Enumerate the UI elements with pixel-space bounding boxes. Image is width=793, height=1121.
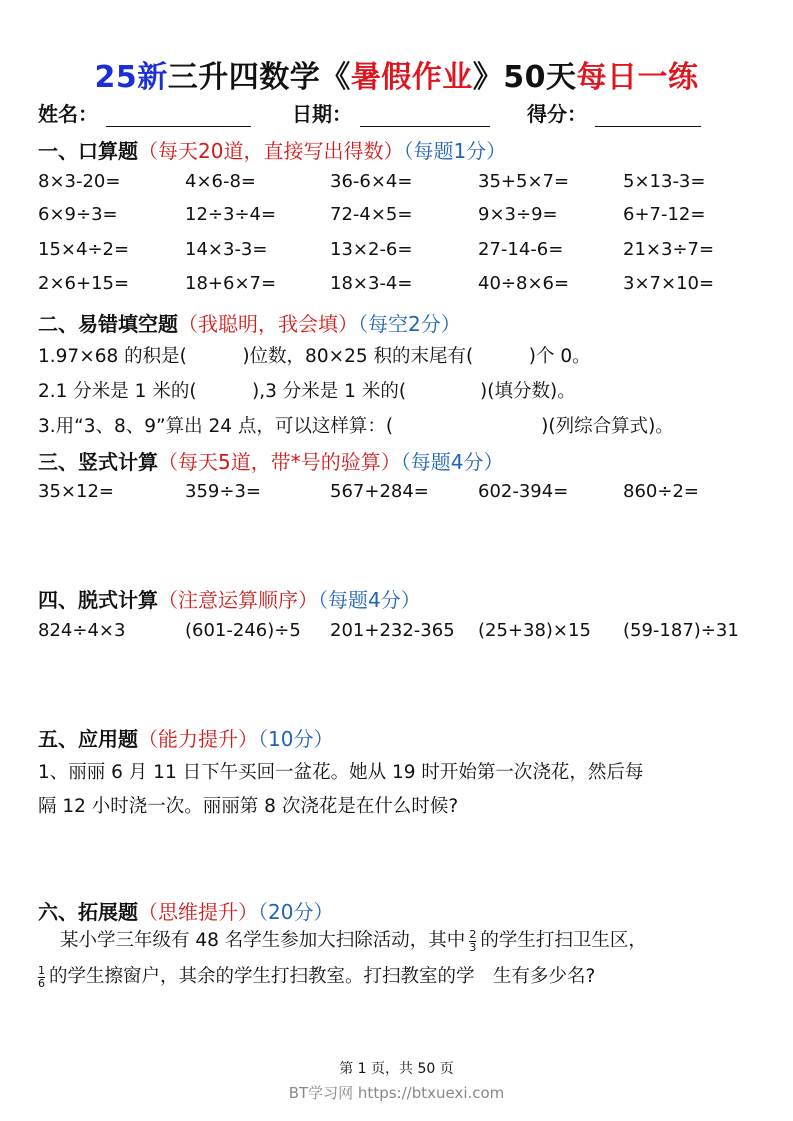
page-title: 25新三升四数学《暑假作业》50天每日一练: [94, 60, 699, 95]
step-calc-item: (601-246)÷5: [185, 620, 301, 641]
fill-question-1: 1.97×68 的积是( )位数，80×25 积的末尾有( )个 0。: [38, 346, 591, 367]
mental-math-item: 35+5×7=: [478, 171, 570, 192]
section-1-heading: 一、口算题（每天20道，直接写出得数）（每题1分）: [38, 139, 507, 163]
mental-math-item: 18+6×7=: [185, 273, 277, 294]
section-3-heading: 三、竖式计算（每天5道，带*号的验算）（每题4分）: [38, 450, 504, 474]
mental-math-item: 72-4×5=: [330, 204, 413, 225]
fill-question-3: 3.用“3、8、9”算出 24 点，可以这样算：( )(列综合算式)。: [38, 416, 674, 437]
fraction: $\frac{1}{6}$: [38, 963, 45, 990]
mental-math-item: 13×2-6=: [330, 239, 413, 260]
mental-math-item: 40÷8×6=: [478, 273, 570, 294]
mental-math-item: 27-14-6=: [478, 239, 564, 260]
section-6-heading: 六、拓展题（思维提升）（20分）: [38, 900, 334, 924]
mental-math-item: 6×9÷3=: [38, 204, 118, 225]
vertical-calc-item: 860÷2=: [623, 481, 699, 502]
section-2-heading: 二、易错填空题（我聪明，我会填）（每空2分）: [38, 312, 461, 336]
date-field[interactable]: 日期：: [292, 98, 490, 127]
page-number: 第 1 页，共 50 页: [339, 1061, 454, 1077]
fill-question-2: 2.1 分米是 1 米的( ),3 分米是 1 米的( )(填分数)。: [38, 381, 576, 402]
step-calc-item: 201+232-365: [330, 620, 455, 641]
mental-math-item: 21×3÷7=: [623, 239, 715, 260]
step-calc-item: (59-187)÷31: [623, 620, 739, 641]
score-field[interactable]: 得分：: [527, 98, 701, 127]
fraction: $\frac{2}{3}$: [469, 927, 477, 954]
mental-math-item: 6+7-12=: [623, 204, 706, 225]
mental-math-item: 36-6×4=: [330, 171, 413, 192]
vertical-calc-item: 359÷3=: [185, 481, 261, 502]
mental-math-item: 18×3-4=: [330, 273, 413, 294]
mental-math-item: 14×3-3=: [185, 239, 268, 260]
mental-math-item: 15×4÷2=: [38, 239, 130, 260]
mental-math-item: 12÷3÷4=: [185, 204, 277, 225]
extension-problem-line-2: $\frac{1}{6}$ 的学生擦窗户，其余的学生打扫教室。打扫教室的学 生有多少名?: [38, 963, 596, 990]
word-problem-line: 1、丽丽 6 月 11 日下午买回一盆花。她从 19 时开始第一次浇花，然后每: [38, 762, 644, 783]
word-problem-line: 隔 12 小时浇一次。丽丽第 8 次浇花是在什么时候?: [38, 796, 459, 817]
mental-math-item: 9×3÷9=: [478, 204, 558, 225]
mental-math-item: 4×6-8=: [185, 171, 257, 192]
mental-math-item: 3×7×10=: [623, 273, 715, 294]
extension-problem-line-1: 某小学三年级有 48 名学生参加大扫除活动，其中 $\frac{2}{3}$ 的学生打扫卫生区，: [60, 927, 647, 954]
name-field[interactable]: 姓名：: [38, 98, 251, 127]
vertical-calc-item: 35×12=: [38, 481, 114, 502]
step-calc-item: (25+38)×15: [478, 620, 591, 641]
mental-math-item: 5×13-3=: [623, 171, 706, 192]
section-4-heading: 四、脱式计算（注意运算顺序）（每题4分）: [38, 588, 421, 612]
vertical-calc-item: 602-394=: [478, 481, 569, 502]
watermark: BT学习网 https://btxuexi.com: [288, 1084, 505, 1102]
mental-math-item: 8×3-20=: [38, 171, 121, 192]
step-calc-item: 824÷4×3: [38, 620, 126, 641]
vertical-calc-item: 567+284=: [330, 481, 429, 502]
mental-math-item: 2×6+15=: [38, 273, 130, 294]
section-5-heading: 五、应用题（能力提升）（10分）: [38, 727, 334, 751]
